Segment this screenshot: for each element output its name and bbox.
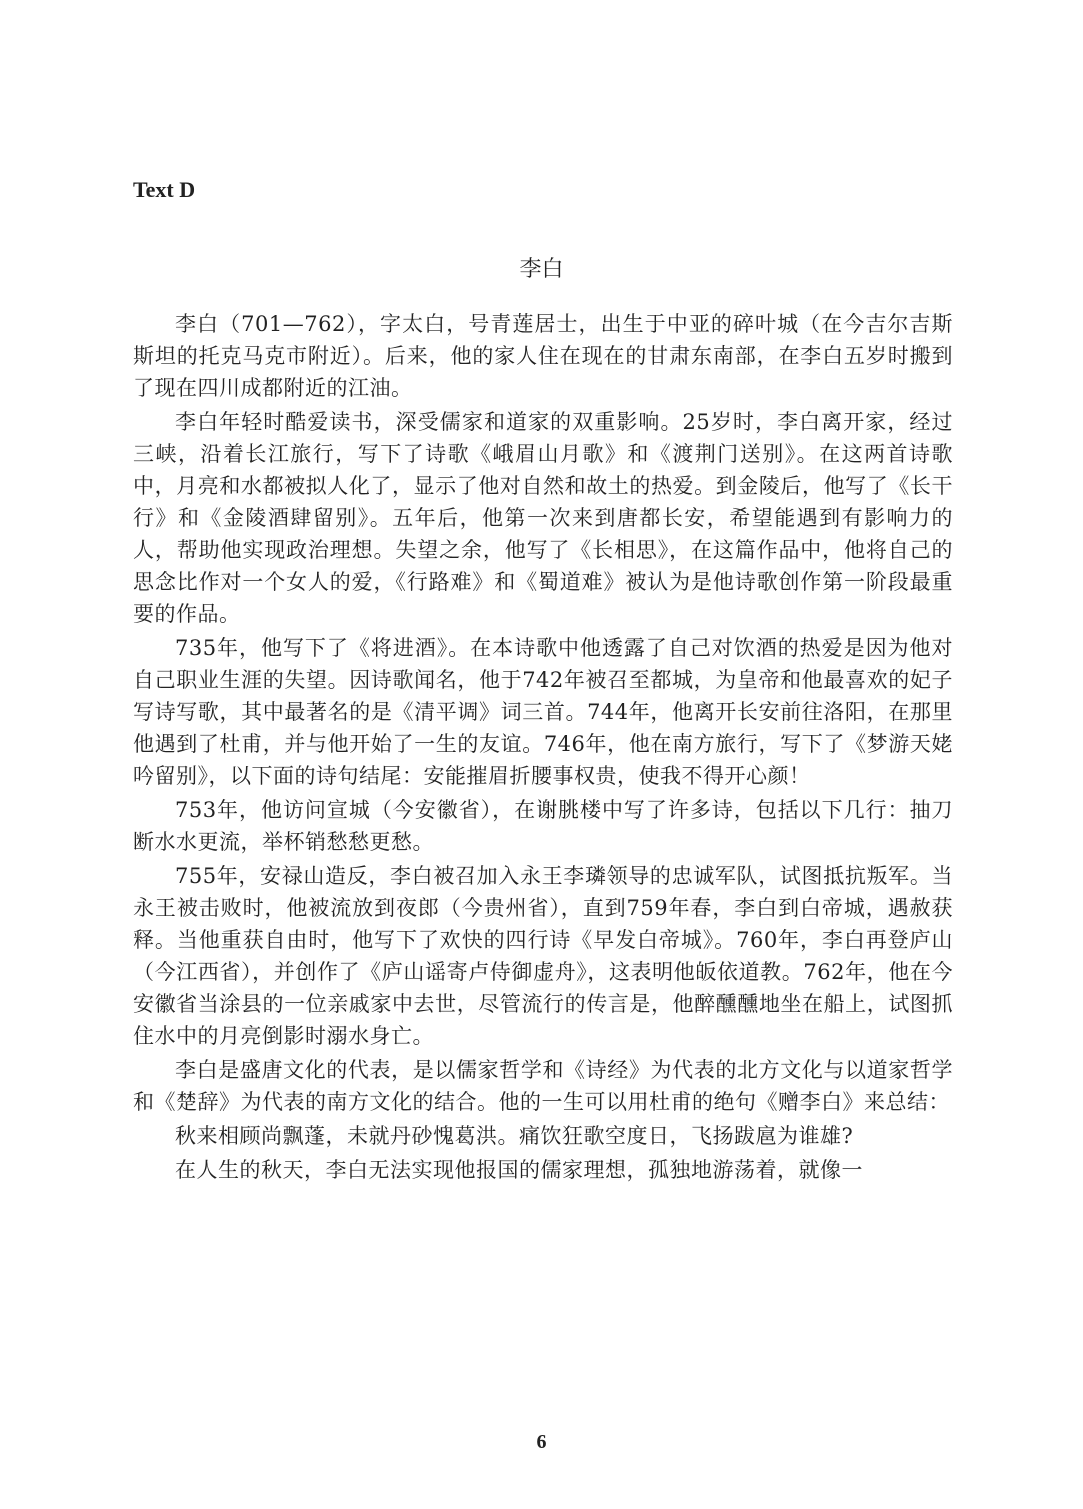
- article-title: 李白: [519, 257, 564, 282]
- page-number: 6: [536, 1431, 547, 1453]
- paragraph-career: 735年，他写下了《将进酒》。在本诗歌中他透露了自己对饮酒的热爱是因为他对自己职业生涯的失望。因诗歌闻名，他于742年被召至都城，为皇帝和他最喜欢的妃子写诗写歌，其中最著名的是《清平调》词三首。744年，他离开长安前往洛阳，在那里他遇到了杜甫，并与他开始了一生的友谊。746年，他在南方旅行，写下了《梦游天姥吟留别》，以下面的诗句结尾：安能摧眉折腰事权贵，使我不得开心颜！: [133, 636, 953, 788]
- paragraph-xuancheng: 753年，他访问宣城（今安徽省），在谢朓楼中写了许多诗，包括以下几行：抽刀断水水更流，举杯销愁愁更愁。: [133, 798, 953, 854]
- paragraph-legacy: 李白是盛唐文化的代表，是以儒家哲学和《诗经》为代表的北方文化与以道家哲学和《楚辞》为代表的南方文化的结合。他的一生可以用杜甫的绝句《赠李白》来总结：: [133, 1058, 953, 1114]
- section-label: Text D: [133, 177, 196, 202]
- article-body: [133, 308, 953, 1188]
- paragraph-autumn-of-life: 在人生的秋天，李白无法实现他报国的儒家理想，孤独地游荡着，就像一: [175, 1158, 863, 1182]
- paragraph-poem-quote: 秋来相顾尚飘蓬，未就丹砂愧葛洪。痛饮狂歌空度日，飞扬跋扈为谁雄?: [175, 1124, 854, 1148]
- paragraph-biography-intro: 李白（701—762），字太白，号青莲居士，出生于中亚的碎叶城（在今吉尔吉斯斯坦的托克马克市附近）。后来，他的家人住在现在的甘肃东南部，在李白五岁时搬到了现在四川成都附近的江油。: [133, 312, 953, 400]
- paragraph-early-life: 李白年轻时酷爱读书，深受儒家和道家的双重影响。25岁时，李白离开家，经过三峡，沿着长江旅行，写下了诗歌《峨眉山月歌》和《渡荆门送别》。在这两首诗歌中，月亮和水都被拟人化了，显示了他对自然和故土的热爱。到金陵后，他写了《长干行》和《金陵酒肆留别》。五年后，他第一次来到唐都长安，希望能遇到有影响力的人，帮助他实现政治理想。失望之余，他写了《长相思》，在这篇作品中，他将自己的思念比作对一个女人的爱，《行路难》和《蜀道难》被认为是他诗歌创作第一阶段最重要的作品。: [133, 410, 953, 626]
- paragraph-rebellion-exile: 755年，安禄山造反，李白被召加入永王李璘领导的忠诚军队，试图抵抗叛军。当永王被击败时，他被流放到夜郎（今贵州省），直到759年春，李白到白帝城，遇赦获释。当他重获自由时，他写下了欢快的四行诗《早发白帝城》。760年，李白再登庐山（今江西省），并创作了《庐山谣寄卢侍御虚舟》，这表明他皈依道教。762年，他在今安徽省当涂县的一位亲戚家中去世，尽管流行的传言是，他醉醺醺地坐在船上，试图抓住水中的月亮倒影时溺水身亡。: [133, 864, 953, 1048]
